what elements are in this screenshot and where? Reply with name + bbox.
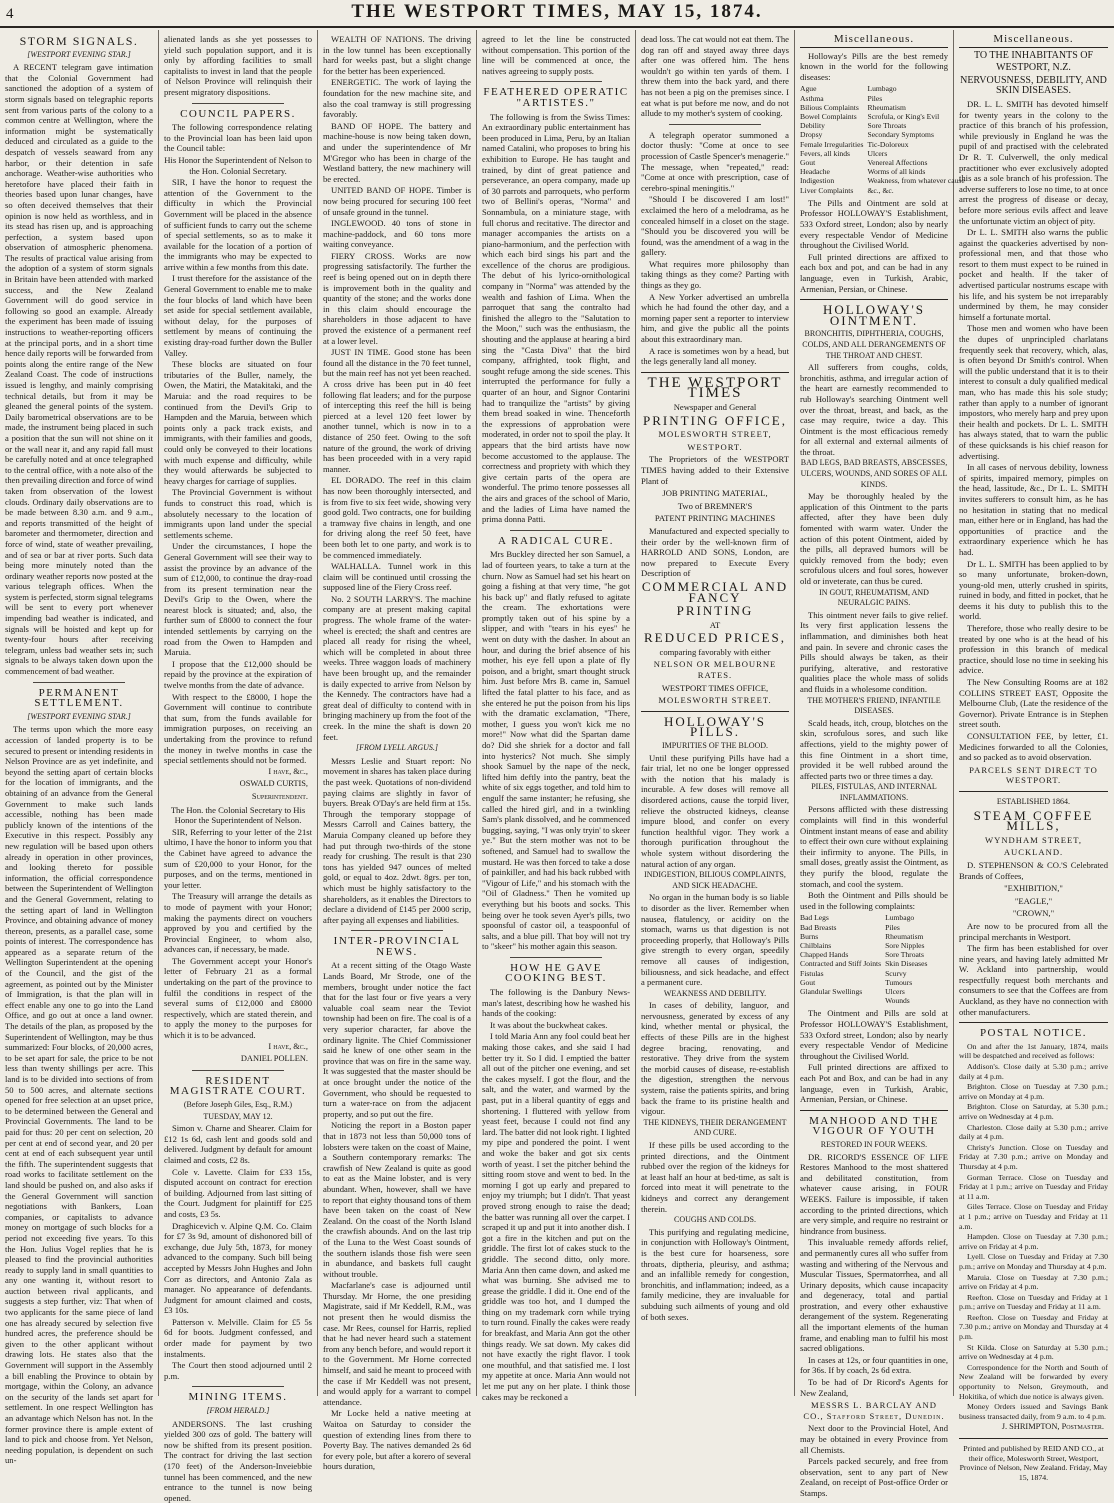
ad-line: PRINTING OFFICE, [643, 412, 787, 428]
ad-line: Newspaper and General [673, 402, 757, 412]
article-paragraph: Simon v. Charne and Shearer. Claim for £12 1s 6d, cash lent and goods sold and delivered. Judgment by default for amount claimed and costs, £2 8s. [164, 1123, 312, 1165]
article-paragraph: These blocks are situated on four tributaries of the Buller, namely, the Owen, the Matiri, the Matakitaki, and the Maruia: and the road requires to be continued from the Devil's Grip to Hampden and the Maruia, between which points only a pack track exists, and immigrants, with their families and goods, could only be conveyed to their locations with much expense and difficulty, while they would afterwards be subjected to heavy charges for carriage of supplies. [164, 359, 312, 486]
article-heading: RESIDENT MAGISTRATE COURT. [169, 1074, 307, 1098]
ad-line: JOB PRINTING MATERIAL, [662, 488, 768, 499]
ad-title: MANHOOD AND THE VIGOUR OF YOUTH [809, 1114, 939, 1138]
ailment-item: Tumours [885, 977, 913, 987]
article-paragraph: ENERGETIC. The work of laying the foundation for the new machine site, and also the coal tramway is still progressing favorably. [323, 77, 471, 120]
article-paragraph: SIR, Referring to your letter of the 21st ultimo, I have the honor to inform you that the Cabinet have agreed to advance the sum of £20,000 to your Honor, for the purposes, and on the terms, mentioned in your letter. [164, 826, 312, 890]
divider [641, 711, 789, 712]
article-heading: FEATHERED OPERATIC "ARTISTES." [483, 86, 629, 109]
signature: I have, &c., [268, 766, 308, 776]
divider [192, 1386, 284, 1387]
divider [800, 299, 948, 300]
ailment-item: Ague [800, 84, 817, 94]
ad-paragraph: Parcels packed securely, and free from observation, sent to any part of New Zealand, on receipt of Post-office Order or Stamps. [800, 1456, 948, 1498]
ailment-item: Piles [867, 93, 883, 103]
article-heading: MINING ITEMS. [188, 1391, 288, 1404]
ad-paragraph: Dr L. L. SMITH also warns the public against the quackeries advertised by non-professional men, and that those who resort to them must expect to be ruined in pocket and health. If the taker of advertised particular nostrums escape with his life, and his system be not irreparably undermined by them, he may consider himself a fortunate mortal. [959, 227, 1108, 322]
article-paragraph: The Provincial Government is without funds to construct this road, which is absolutely necessary to the location of immigrants upon land under the special settlements scheme. [164, 487, 312, 540]
ad-paragraph: Next door to the Provincial Hotel, And may be obtained in every Province from all Chemists. [800, 1423, 948, 1455]
divider [669, 124, 761, 125]
ailment-item: Contracted and Stiff Joints [800, 959, 882, 969]
ad-paragraph: Until these purifying Pills have had a fair trial, let no one be longer oppressed with the notion that his malady is incurable. A few doses will remove all disordered actions, cause the torpid liver, relieve the obstructed kidneys, cleanse impure blood, and confer on every function healthful vigor. They work a thorough purification throughout the whole system without disordering the natural action of any organ. [641, 752, 789, 869]
signature: I have, &c., [268, 1041, 308, 1051]
ad-line: comparing favorably with either [659, 646, 771, 657]
article-paragraph: The terms upon which the more easy accession of landed property is to be secured to present or intending residents in Nelson Province are as yet indefinite, and beyond the setting apart of certain blocks for the location of immigrants, and the obtaining of an advance from the General Government to make such lands accessible, nothing has been made publicly known of the intentions of the Executive in this respect. Possibly any new regulation will be based upon others already in operation in other provinces, and looking thereto for possible information, the official correspondence between the Superintendent of Wellington and the General Government, relating to the setting apart of land in Wellington Province, and obtaining advance of money thereon, presents, as a parallel case, some points of interest. The correspondence has appeared as a separate return of the Wellington Superintendent at the opening of the Council, and the gist of the agreement, as pointed out by the Minister of Immigration, is that the plan will in effect enable any one to go into the Land Office, and go out at once a land owner. The details of the plan, as proposed by the Superintendent of Wellington, may be thus summarized: Four blocks, of 20,000 acres, to be set apart for sale, the price to be not less than twenty shillings per acre. This land is to be divided into sections of from 50 to 500 acres, and alternate sections opened for free selection at an upset price, to be determined between the General and Provincial Governments. The land to be paid for thus: 20 per cent on selection, 20 per cent at end of second year, and 20 per cent at end of each subsequent year until the fifth. The superintendent suggests that road works to facilitate settlement on the land should be pushed on, and also asks if the General Government will sanction negotiations with Bankers, Loan companies, or capitalists to advance money on mortgage of such blocks for a period not exceeding five years. To this the Hon. Julius Vogel replies that he is pleased to find the provincial authorities ready to supply land in small quantities to any one wanting it, without resort to auction between rival applicants, and suggests a step further, viz: That when of two applicants for the same piece of land one has already secured by selection five hundred acres, the preference should be given to the other applicant without drawing lots. He states also that the Government will support in the Assembly a bill enabling the Province to obtain by mortgage, within the Colony, an advance on the security of the lands set apart for settlement. In one respect Wellington has an advantage which Nelson has not. In the former province there is ample extent of land to pick and choose from. Yet Nelson, needing population, is dependent on such un- [5, 724, 153, 1466]
article-date: TUESDAY, MAY 12. [203, 1111, 273, 1121]
ad-paragraph: The Ointment and Pills are sold at Professor HOLLOWAY'S Establishment, 533 Oxford street, London; also by nearly every respectable Vendor of Medicine throughout the Civilised World. [800, 1008, 948, 1061]
ad-paragraph: The firm has been established for over nine years, and having lately admitted Mr W. Ackland into partnership, would respectfully request both merchants and consumers to see that the Coffees are from Auckland, as they have no connection with other manufacturers. [959, 943, 1108, 1017]
article-heading: HOW HE GAVE COOKING BEST. [505, 961, 607, 985]
ad-paragraph: The New Consulting Rooms are at 182 COLLINS STREET EAST, Opposite the Melbourne Club, (Late the residence of the Governor). Private Entrance is in Stephen street south. [959, 677, 1108, 730]
article-paragraph: Macfarlane's case is adjourned until Thursday. Mr Horne, the one presiding Magistrate, said if Mr Keddell, R.M., was not present then he would dismiss the case. Mr Rees, counsel for Harris, replied that he had never heard such a statement from any bench before, and would report it to the Government. Mr Horne corrected himself, and said he meant to proceed with the case if Mr Keddell was not present, and would apply for a warrant to compel attendance. [323, 1280, 471, 1407]
article-paragraph: EL DORADO. The reef in this claim has now been thoroughly intersected, and is from five to six feet wide, showing very good gold. Two contracts, one for building a tramway five chains in length, and one for driving along the reef 50 feet, have been both let to one party, and work is to be commenced immediately. [323, 475, 471, 560]
ad-title: HOLLOWAY'S OINTMENT. [822, 302, 926, 328]
ad-subheading: RESTORED IN FOUR WEEKS. [820, 1139, 928, 1149]
article-paragraph: A race is sometimes won by a head, but the legs generally land all money. [641, 345, 789, 367]
ad-title: NERVOUSNESS, DEBILITY, AND SKIN DISEASES. [960, 74, 1107, 97]
column-7 [954, 30, 1113, 1482]
ad-line: "EXHIBITION," [1004, 883, 1063, 894]
article-paragraph: Patterson v. Melville. Claim for £5 5s 6d for boots. Judgment confessed, and order made for payment by two instalments. [164, 1316, 312, 1359]
article-paragraph: "Should I be discovered I am lost!" exclaimed the hero of a melodrama, as he concealed himself in a closet on the stage. "Should you be discovered you will be found, was the amendment of a wag in the gallery. [641, 194, 789, 258]
ad-paragraph: Christy's Junction. Close on Tuesday and Friday at 7.30 p.m.; arrive on Monday and Thursday at 4 p.m. [959, 1142, 1108, 1171]
ad-paragraph: No organ in the human body is so liable to disorder as the liver. Remember when nausea, flatulency, or acidity on the stomach, warns us that digestion is not proceeding properly, that Holloway's Pills give strength to every organ, speedily remove all causes of indigestion, biliousness, and sick headache, and effect a permanent cure. [641, 892, 789, 988]
ailment-list [800, 84, 965, 195]
ailment-item: Glandular Swellings [800, 987, 863, 997]
ad-line: Two of BREMNER'S [677, 500, 753, 511]
divider [33, 682, 125, 683]
ad-subheading: WEAKNESS AND DEBILITY. [663, 988, 767, 998]
ad-paragraph: This ointment never fails to give relief. Its very first application lessens the inflammation, and diminishes both heat and pain. In severe and chronic cases the Pills should always be taken, as their purifying, alterative, and restorative qualities place the whole mass of solids and fluids in a wholesome condition. [800, 609, 948, 694]
article-paragraph: The following is the Danbury News-man's latest, describing how he washed his hands of the cooking: [482, 987, 630, 1019]
ad-paragraph: Charleston. Close daily at 5.30 p.m.; arrive daily at 4 p.m. [959, 1122, 1108, 1142]
article-heading: A RADICAL CURE. [498, 534, 614, 547]
article-paragraph: BAND OF HOPE. The battery and machine-house is now being taken down, and under the superintendence of Mr M'Gregor who has been in charge of the Westland battery, the new machinery will be erected. [323, 120, 471, 184]
article-paragraph: alienated lands as she yet possesses to yield such population support, and it is only by affording facilities to small capitalists to invest in land that the people of Nelson Province will relinquish their present migratory dispositions. [164, 34, 312, 97]
ad-line: "CROWN," [1012, 908, 1055, 919]
article-paragraph: WALHALLA. Tunnel work in this claim will be continued until crossing the supposed line of the Fiery Cross reef. [323, 561, 471, 593]
article-paragraph: I trust therefore for the assistance of the General Government to enable me to make the four blocks of land which have been set aside for special settlement available, without delay, for the purposes of settlement by means of continuing the existing dray-road further down the Buller Valley. [164, 273, 312, 358]
divider [192, 1070, 284, 1071]
signature: J. SHRIMPTON, Postmaster. [1001, 1422, 1104, 1432]
ad-line: MESSRS L. BARCLAY AND CO., Stafford Street, Dunedin. [803, 1400, 945, 1421]
column-5 [636, 30, 795, 1396]
ad-line: COMMERCIAL AND FANCY [641, 578, 789, 605]
divider [959, 1438, 1108, 1439]
ad-subheading: BRONCHITIS, DIPHTHERIA, COUGHS, COLDS, AND ALL DERANGEMENTS OF THE THROAT AND CHEST. [802, 329, 946, 360]
article-paragraph: I told Maria Ann any fool could beat her making those cakes, and she said I had better try it. So I did. I emptied the batter all out of the pitcher one evening, and set the cakes myself. I got the flour, and the salt, and the water, and warmed by the past, put in a liberal quantity of eggs and shortening. I fluttered with yellow from yeast feet, because I could not find any lard. The batter did not look right. I lighted my pipe and pondered the point. I went and woke the baker and got six cents worth of yeast. I set the pitcher behind the sitting room stove and went to bed. In the morning I got up early and prepared to enjoy my triumph; but I didn't. That yeast proved strong enough to raise the dead; the batter was running all over the carpet. I scraped it up and put it into another dish. I got a fire in the kitchen and put on the griddle. The first lot of cakes stuck to the griddle. The second ditto, only more. Maria Ann then came down, and asked me what was burning. She advised me to grease the griddle. I did it. One end of the griddle was too hot, and I dumped the thing on my trademark corn while trying to turn round. Finally the cakes were ready for breakfast, and Maria Ann got the other things ready. We sat down. My cakes did not have exactly the right flavor. I took one mouthful, and that satisfied me. I lost my appetite at once. Maria Ann would not let me put any on her plate. I think those cakes may be reckoned a [482, 1031, 630, 1402]
ad-subheading: BAD LEGS, BAD BREASTS, ABSCESSES, ULCERS, WOUNDS, AND SORES OF ALL KINDS. [800, 458, 948, 489]
divider [351, 930, 443, 931]
ailment-item: Headache [800, 167, 830, 177]
article-heading: COUNCIL PAPERS. [180, 107, 296, 120]
divider [959, 1022, 1108, 1023]
ad-line: PARCELS SENT DIRECT TO WESTPORT. [969, 764, 1098, 786]
ad-paragraph: Manufactured and expected specially to their order by the well-known firm of HARROLD AND SONS, London, are now prepared to Execute Every Description of [641, 525, 789, 579]
article-heading: INTER-PROVINCIAL NEWS. [333, 935, 461, 958]
article-paragraph: A New Yorker advertised an umbrella which he had found the other day, and a morning paper sent a reporter to interview him, and give the public all the points about this extraordinary man. [641, 291, 789, 345]
ad-line: AUCKLAND. [1003, 847, 1064, 858]
article-heading: STORM SIGNALS. [19, 34, 139, 48]
ad-line: ESTABLISHED 1864. [996, 796, 1071, 806]
ad-line: REDUCED PRICES, [644, 630, 786, 646]
section-header: Miscellaneous. [800, 34, 948, 48]
article-paragraph: Mr Locke held a native meeting at Waitoa on Saturday to consider the question of extending lines from there to Poverty Bay. The natives demanded 2s 6d for every pole, but after a korero of several hours duration, [323, 1408, 471, 1472]
article-source: [WESTPORT EVENING STAR.] [27, 49, 131, 59]
ad-line: PATENT PRINTING MACHINES [654, 513, 776, 524]
ad-title: TO THE INHABITANTS OF [973, 49, 1094, 61]
article-source: [WESTPORT EVENING STAR.] [27, 711, 131, 721]
ad-paragraph: Addison's. Close daily at 5.30 p.m.; arrive daily at 4 p.m. [959, 1062, 1108, 1081]
ad-paragraph: Hampden. Close on Tuesday at 7.30 p.m.; arrive on Friday at 4 p.m. [959, 1232, 1108, 1251]
ailment-item: Liver Complaints [800, 185, 854, 195]
divider [641, 372, 789, 373]
column-2 [159, 30, 318, 1503]
ailment-item: Bad Legs [800, 913, 829, 923]
divider [959, 791, 1108, 792]
ailment-item: Chilblains [800, 941, 832, 951]
ad-paragraph: CONSULTATION FEE, by letter, £1. Medicines forwarded to all the Colonies, and so packed as to avoid observation. [959, 731, 1108, 763]
article-paragraph: Under the circumstances, I hope the General Government will see their way to assist the province by an advance of the sum of £12,000, to continue the dray-road from its present termination near the Devil's Grip to the Owen, where the nearest block is situated; and, also, the further sum of £8000 to connect the four intended settlements by carrying on the road from the Owen to Hampden and Maruia. [164, 541, 312, 658]
divider [510, 530, 602, 531]
ad-paragraph: This purifying and regulating medicine, in conjunction with Holloway's Ointment, is the best cure for hoarseness, sore throats, diptheria, pleurisy, and asthma; and an infallible remedy for congestion, bronchitis, and inflammation; indeed, as a family medicine, they are invaluable for subduing such ailments of young and old of both sexes. [641, 1226, 789, 1322]
ailment-item: Ulcers [885, 987, 905, 997]
ad-paragraph: Gorman Terrace. Close on Tuesday and Friday at 1 p.m.; arrive on Tuesday and Friday at 11 a.m. [959, 1172, 1108, 1201]
ad-line: WYNDHAM STREET, [985, 834, 1082, 845]
ailment-item: Rheumatism [867, 102, 906, 112]
ad-paragraph: Holloway's Pills are the best remedy known in the world for the following diseases: [800, 50, 948, 82]
ad-paragraph: D. STEPHENSON & CO.'S Celebrated Brands of Coffees, [959, 859, 1108, 881]
article-paragraph: Draghicevich v. Alpine Q.M. Co. Claim for £7 3s 9d, amount of dishonored bill of exchange, due July 5th, 1873, for money advanced to the company. Such bill being accepted by Messrs John Hughes and John Corr as directors, and Antonio Zala as manager. No appearance of defendants. Judgment for amount claimed and costs, £3 10s. [164, 1220, 312, 1316]
ad-line: WESTPORT. [687, 441, 743, 452]
article-paragraph: No. 2 SOUTH LARRY'S. The machine company are at present making capital progress. The whole frame of the water-wheel is erected; the shaft and centres are placed all ready for rising the wheel, which will be completed in about three weeks. Three waggon loads of machinery have been brought up, and the remainder is daily expected to arrive from Nelson by the Kennedy. The contractors have had a great deal of difficulty to contend with in bringing machinery up from the foot of the creek. In the mine the shaft is down 20 feet. [323, 593, 471, 742]
ad-title: HOLLOWAY'S PILLS. [663, 713, 767, 740]
ad-subheading: THE MOTHER'S FRIEND, INFANTILE DISEASES. [807, 695, 941, 716]
ad-paragraph: Lyell. Close on Tuesday and Friday at 7.30 p.m.; arrive on Monday and Thursday at 4 p.m. [959, 1252, 1108, 1271]
ailment-item: Lumbago [885, 913, 915, 923]
divider [510, 957, 602, 958]
ad-paragraph: Reefton. Close on Tuesday and Friday at 7.30 p.m.; arrive on Monday and Thursday at 4 p.m. [959, 1312, 1108, 1342]
ad-paragraph: The Pills and Ointment are sold at Professor HOLLOWAY'S Establishment, 533 Oxford street, London; also by nearly every respectable Vendor of Medicine throughout the Civilised World. [800, 197, 948, 251]
ad-subheading: INDIGESTION, BILIOUS COMPLAINTS, AND SICK HEADACHE. [644, 870, 786, 890]
ad-title: POSTAL NOTICE. [979, 1027, 1088, 1040]
ad-paragraph: Brighton. Close on Tuesday at 7.30 p.m.; arrive on Monday at 4 p.m. [959, 1082, 1108, 1101]
ailment-item: Dropsy [800, 130, 823, 140]
ad-line: MOLESWORTH STREET, [658, 429, 772, 440]
ailment-item: Sore Throats [885, 950, 924, 960]
ailment-item: Weakness, from whatever cause [867, 176, 965, 186]
imprint: Printed and published by REID AND CO., at their office, Molesworth Street, Westport, Province of Nelson, New Zealand. Friday, May 15, 1874. [959, 1444, 1108, 1482]
ailment-item: Bilious Complaints [800, 102, 859, 112]
ad-paragraph: All sufferers from coughs, colds, bronchitis, asthma, and irregular action of the heart are earnestly recommended to rub Holloway's searching Ointment well over the throat, breast, and back, as the case may require, twice a day. This Ointment is the most efficacious remedy for all external and external ailments of the throat. [800, 362, 948, 457]
article-paragraph: FIERY CROSS. Works are now progressing satisfactorily. The further the reef is being opened out on in depth there is improvement both in the quality and quantity of the stone; and the works done in this claim should encourage the shareholders in those adjacent to have proved the existence of a permanent reef at a lower level. [323, 250, 471, 346]
ailment-item: Piles [885, 922, 900, 932]
ad-paragraph: Persons afflicted with these distressing complaints will find in this wonderful Ointment instant means of ease and ability to effect their own cure without explaining their infirmity to anyone. The Pills, in small doses, greatly assist the Ointment, as they purify the blood, regulate the stomach, and cool the system. [800, 804, 948, 889]
article-subheading: (Before Joseph Giles, Esq., R.M.) [183, 1100, 293, 1109]
ad-paragraph: Therefore, those who really desire to be treated by one who is at the head of his profession in this branch of medical practice, should lose no time in seeking his advice. [959, 623, 1108, 676]
divider [800, 1110, 948, 1111]
ailment-item: Skin Diseases [885, 959, 928, 969]
article-paragraph: Mrs Buckley directed her son Samuel, a lad of fourteen years, to take a turn at the churn. Now as Samuel had set his heart on going a fishing at that very time, "he got his back up" and flatly refused to agitate the cream. The exhortations were promptly taken out of his spine by a slipper, and with "tears in his eyes" he went on duty with the dasher. In about an hour, and during the brief absence of his mother, his eye fell upon a plate of fly poison, and a bright, smart thought struck him. Just before Mrs B. came in, Samuel lifted the fatal platter to his face, and as she entered he put the poison from his lips with the dramatic exclamation, "There, mother, I guess you won't kick me no more!" Now what did the Spartan dame do? Did she shriek for a doctor and fall into hysterics? Not much. She simply shook Samuel by the nape of the neck, lifted him deftly into the pantry, beat the white of six eggs together, and told him to engulf the same instanter; he refusing, she called the hired girl, and in a twinkling Sam's plank dissolved, and he commenced bugging, saying, "I was only tryin' to skeer ye." But the stern mother was not to be softened, and Samuel had to swallow the mustard. He was then forced to take a dose of painkiller, and had his back rubbed with "Vigour of Life," and his stomach with the "Oil of Gladness." Then he vomited up everything but his boots and socks. This being over he took seven Ayer's pills, two spoonsful of castor oil, a teaspoonful of salts, and a blue pill. That boy will not try to "skeer" his mother again this season. [482, 549, 630, 952]
ad-paragraph: This invaluable remedy affords relief, and permanently cures all who suffer from wasting and withering of the Nervous and Muscular Tissues, Spermatorrhea, and all Urinary deposits, which cause incapacity and degeneracy, total and partial prostration, and every other exhaustive derangement of the system. Regenerating all the important elements of the human frame, and enabling man to fulfil his most sacred obligations. [800, 1237, 948, 1354]
signature: DANIEL POLLEN. [240, 1054, 308, 1064]
ailment-item: &c., &c. [867, 185, 894, 195]
ad-paragraph: On and after the 1st January, 1874, mails will be despatched and received as follows: [959, 1041, 1108, 1061]
ad-subheading: COUGHS AND COLDS. [673, 1215, 756, 1225]
ad-subheading: IMPURITIES OF THE BLOOD. [661, 741, 769, 751]
article-paragraph: INGLEWOOD. 40 tons of stone in machine-paddock, and 60 tons more waiting conveyance. [323, 218, 471, 250]
ailment-item: Scrofula, or King's Evil [867, 111, 940, 121]
article-paragraph: With respect to the £8000, I hope the Government will continue to contribute that sum, from the funds available for immigration purposes, on receiving an undertaking from the province to refund the money in twelve months in case the special settlements should not be formed. [164, 691, 312, 766]
ad-paragraph: Correspondence for the North and South of New Zealand will be forwarded by every opportunity to Nelson, Greymouth, and Hokitika, of which due notice is always given. [959, 1362, 1108, 1401]
signature: OSWALD CURTIS, [239, 779, 308, 789]
article-paragraph: It was about the buckwheat cakes. [490, 1019, 608, 1030]
ad-title: STEAM COFFEE MILLS, [973, 807, 1094, 834]
article-paragraph: Messrs Leslie and Stuart report: No movement in shares has taken place during the past week. Quotations of non-dividend paying claims are slightly in favor of buyers. Break O'Day's are held firm at 15s. Through the temporary stoppage of Messrs Carroll and Caines battery, the Maruia Company cleaned up before they had put through two-thirds of the stone ready for crushing. The result is that 230 tons has yielded 947 ounces of melted gold, or equal to 4oz. 2dwt. 8grs. per ton, which must be highly satisfactory to the shareholders, as it enables the Directors to declare a dividend of £145 per 2000 scrip, after paying all expenses and liabilities. [323, 755, 471, 925]
page-number: 4 [6, 6, 14, 22]
ad-paragraph: If these pills be used according to the printed directions, and the Ointment rubbed over the region of the kidneys for at least half an hour at bed-time, as salt is forced into meat it will penetrate to the kidneys and correct any derangement therein. [641, 1140, 789, 1214]
ailment-item: Wounds [885, 996, 910, 1006]
article-paragraph: dead loss. The cat would not eat them. The dog ran off and stayed away three days after one was offered him. The hens wouldn't go within ten yards of them. I threw them into the back yard, and there has not been a pig on the premises since. I eat what is put before me now, and do not allude to my mother's system of cooking. [641, 34, 789, 119]
divider [510, 81, 602, 82]
ad-paragraph: May be thoroughly healed by the application of this Ointment to the parts affected, after they have been duly fomented with warm water. Under the action of this potent Ointment, aided by the pills, all depraved humors will be quickly removed from the body; even scrofulous ulcers and foul sores, however old or inveterate, can thus be cured. [800, 491, 948, 586]
ad-paragraph: Scald heads, itch, croup, blotches on the skin, scrofulous sores, and such like affections, yield to the mighty power of this fine Ointment in a short time, provided it be well rubbed around the affected parts two or three times a day. [800, 717, 948, 781]
article-source: [FROM HERALD.] [206, 1406, 270, 1416]
ailment-item: Sore Throats [867, 121, 907, 131]
column-3 [318, 30, 477, 1472]
ad-paragraph: In all cases of nervous debility, lowness of spirits, impaired memory, pimples on the head, lassitude, &c., Dr L. L. SMITH invites sufferers to consult him, as he has no hesitation in stating that no medical man, either here or in England, has had the opportunities of practice and the extraordinary experience which he has had. [959, 462, 1108, 557]
ailment-item: Sore Nipples [885, 941, 925, 951]
ailment-item: Fistulas [800, 968, 824, 978]
article-paragraph: JUST IN TIME. Good stone has been found all the distance in the 70 feet tunnel, but the main reef has not yet been reached. A cross drive has been put in 40 feet following flat leaders; and for the purpose of intercepting this reef the hill is being pierced at a level 120 feet lower by another tunnel, which is now in to a distance of 250 feet. Owing to the soft nature of the ground, the work of driving has been proceeded with in a very rapid manner. [323, 347, 471, 474]
ad-paragraph: Giles Terrace. Close on Tuesday and Friday at 1 p.m.; arrive on Tuesday and Friday at 11 a.m. [959, 1202, 1108, 1231]
ailment-item: Ulcers [867, 148, 888, 158]
ailment-item: Scurvy [885, 968, 907, 978]
ailment-list [800, 913, 948, 1005]
ailment-item: Worms of all kinds [867, 167, 926, 177]
ad-line: NELSON OR MELBOURNE RATES. [653, 659, 777, 681]
ad-line: AT [709, 619, 721, 630]
article-paragraph: The following is from the Swiss Times: An extraordinary public entertainment has been produced in Lima, Peru, by an Italian named Catalini, who proposes to bring his exhibition to Europe. He has taught and trained, by dint of great patience and perseverance, an opera company, made up of 30 parrots and parroquets, who perform two of Bellini's operas, "Norma" and Sonnambula, on a miniature stage, with full chorus and recitative. The director and manager accompanies the artists on a piano-harmonium, and the perfection with which each bird sings his part and the excellence of the chorus are prodigious. The debut of his lyrico-ornithological company in "Norma" was attended by the wealth and fashion of Lima. When the parroquet that sang the contralto had finished the allegro to the "Salutation to the Moon," such was the enthusiasm, the shouting and the applause at hearing a bird sing the "Casta Diva" that the bird company, affrighted, took flight, and sought refuge among the side scenes. This interrupted the performance for fully a quarter of an hour, and Signor Contarini had to tranquilize the "artists" by giving them bread soaked in wine. Thenceforth the expressions of approbation were moderated, in order not to spoil the play. It appears that the bird artists have now become accustomed to the applause. The correctness and propriety with which they give certain parts of the opera are wonderful. The primo tenore possesses all the airs and graces of the school of Mario, and the ladies of Lima have named the prima donna Patti. [482, 111, 630, 525]
ailment-item: Gout [800, 977, 816, 987]
signature: Superintendent. [251, 791, 308, 801]
ad-paragraph: Those men and women who have been the dupes of unprincipled charlatans frequently seek that recovery, which, alas, is often beyond Dr Smith's control. When will the public understand that it is to their interest to consult a duly qualified medical man, who has made this his sole study; rather than apply to a number of ignorant impostors, who merely harp and prey upon their health and pockets. Dr L. L. SMITH has always stated, that to warn the public of these quicksands is his chief reason for advertising. [959, 323, 1108, 461]
ailment-item: Rheumatism [885, 931, 924, 941]
article-paragraph: The following correspondence relating to the Provincial loan has been laid upon the Council table: [164, 122, 312, 154]
article-paragraph: Noticing the report in a Boston paper that in 1873 not less than 50,000 tons of lobsters were taken on the coast of Maine, a Southern contemporary remarks: The crawfish of New Zealand is quite as good to eat as the Maine lobster, and is very abundant. When, however, shall we have to report that eighty thousand tons of them have been taken on the coast of New Zealand. On the coast of the North Island the crawfish abounds. And on the last trip of the Luna to the West Coast sounds of the southern islands those fish were seen in abundance, and baskets full caught without trouble. [323, 1120, 471, 1279]
ad-paragraph: Brighton. Close on Saturday, at 5.30 p.m.; arrive on Wednesday at 4 p.m. [959, 1102, 1108, 1121]
article-paragraph: The Hon. the Colonial Secretary to His Honor the Superintendent of Nelson. [170, 804, 306, 826]
ailment-item: Tic-Doloreux [867, 139, 909, 149]
ad-line: "EAGLE," [1014, 895, 1053, 906]
article-source: [FROM LYELL ARGUS.] [355, 743, 438, 753]
ad-paragraph: Full printed directions are affixed to each box and pot, and can be had in any language, even in Turkish, Arabic, Armenian, Persian, or Chinese. [800, 251, 948, 294]
ad-title: THE WESTPORT TIMES [647, 374, 783, 402]
ailment-item: Gout [800, 158, 816, 167]
article-paragraph: ANDERSONS. The last crushing yielded 300 ozs of gold. The battery will now be shifted from its present position. The contract for driving the last section (170 feet) of the Anderson-Inveiebbie tunnel has been commenced, and the new entrance to the tunnel is now being opened. [164, 1418, 312, 1503]
ad-paragraph: To be had of Dr Ricord's Agents for New Zealand, [800, 1377, 948, 1398]
ad-line: WESTPORT TIMES OFFICE, [661, 682, 769, 693]
ailment-item: Burns [800, 931, 819, 941]
article-paragraph: His Honor the Superintendent of Nelson to the Hon. Colonial Secretary. [164, 154, 312, 176]
article-paragraph: WEALTH OF NATIONS. The driving in the low tunnel has been exceptionally hard for weeks past, but a slight change for the better has been experienced. [323, 34, 471, 76]
column-4 [477, 30, 636, 1402]
ailment-item: Bowel Complaints [800, 111, 857, 121]
ad-paragraph: DR. RICORD'S ESSENCE OF LIFE Restores Manhood to the most shattered and debilitated constitution, from whatever cause arising, in FOUR WEEKS. Failure is impossible, if taken according to the printed directions, which are very simple, and require no restraint or hindrance from business. [800, 1151, 948, 1236]
ad-paragraph: Full printed directions are affixed to each Pot and Box, and can be had in any language, even in Turkish, Arabic, Armenian, Persian, or Chinese. [800, 1062, 948, 1105]
article-paragraph: The Court then stood adjourned until 2 p.m. [164, 1360, 312, 1381]
article-paragraph: A telegraph operator summoned a doctor thusly: "Come at once to see procession of Castle Spencer's menagerie." The message, when "repeated," read: "Come at once with prescription, case of cerebro-spinal meningitis." [641, 129, 789, 193]
ailment-item: Venereal Affections [867, 158, 928, 167]
article-paragraph: SIR, I have the honor to request the attention of the Government to the difficulty in which the Provincial Government will be placed in the absence of sufficient funds to carry out the scheme of special settlements, so as to make it available for the location of a portion of the immigrants who may be expected to arrive within a few months from this date. [164, 177, 312, 272]
ad-paragraph: Both the Ointment and Pills should be used in the following complaints: [800, 890, 948, 911]
ailment-item: Debility [800, 121, 825, 131]
ailment-item: Asthma [800, 93, 824, 103]
ailment-item: Indigestion [800, 176, 835, 186]
article-paragraph: At a recent sitting of the Otago Waste Lands Board, Mr Strode, one of the members, brought under notice the fact that for the last four or five years a very valuable coal seam near the Teviot township had been on fire. The coal is of a very superior character, far above the ordinary lignite. The Chief Commissioner said he knew of one other seam in the province that was on fire in the same way. It was suggested that the master should be at once brought under the notice of the Government, who should be requested to turn a water-race on from the adjacent property, and so put out the fire. [323, 960, 471, 1119]
article-paragraph: Cole v. Lavette. Claim for £33 15s, disputed account on contract for erection of building. Adjourned from last sitting of the Court. Judgment for plaintiff for £25 and costs, £3 5s. [164, 1166, 312, 1219]
column-6 [795, 30, 965, 1498]
ailment-item: Chapped Hands [800, 950, 849, 960]
ad-paragraph: The Proprietors of the WESTPORT TIMES having added to their Extensive Plant of [641, 454, 789, 486]
section-header: Miscellaneous. [959, 34, 1108, 48]
ailment-item: Lumbago [867, 84, 897, 94]
ad-paragraph: St Kilda. Close on Saturday at 5.30 p.m.; arrive on Wednesday at 4 p.m. [959, 1342, 1108, 1362]
masthead [0, 0, 1114, 28]
ailment-item: Fevers, all kinds [800, 148, 850, 158]
ad-line: MOLESWORTH STREET. [658, 695, 772, 706]
article-paragraph: The Treasury will arrange the details as to mode of payment with your Honor; making the payments direct on vouchers approved by you and certified by the Provincial Engineer, to whom also, advances can, if necessary, be made. [164, 891, 312, 955]
columns [0, 30, 1114, 1503]
article-paragraph: agreed to let the line be constructed without compensation. This portion of the line will be commenced at once, the natives agreeing to supply posts. [482, 34, 630, 76]
ad-paragraph: Reefton. Close on Tuesday and Friday at 1 p.m.; arrive on Tuesday and Friday at 11 a.m. [959, 1292, 1108, 1312]
article-paragraph: What requires more philosophy than taking things as they come? Parting with things as they go. [641, 258, 789, 291]
ailment-item: Bad Breasts [800, 922, 837, 932]
article-paragraph: The Government accept your Honor's letter of February 21 as a formal undertaking on the part of the province to fulfil the conditions in respect of the several sums of £12,000 and £8000 respectively, which are stated therein, and to apply the money to the purposes for which it is to be advanced. [164, 955, 312, 1041]
article-paragraph: A RECENT telegram gave intimation that the Colonial Government had sanctioned the adoption of a system of storm signals based on telegraphic reports sent from various parts of the colony to a common centre at Wellington, where the information might be systematically deduced and circulated as a guide to the despatch of vessels seaward from any harbor, or their detention in safe anchorage. Weather-wise authorities who heretofore have placed their faith in theories based upon lunar changes, have so often deceived themselves that their opinion is now held as worthless, and in its stead has risen up, and is approaching perfection, a system based upon observation of atmospheric phenomena. The results of practical value arising from the adoption of a system of storm signals in Britain have been attended with marked success, and the New Zealand Government will do good service in following so good an example. Already the experiment has been made of issuing instructions to weather-reporting officers at the principal ports, and in a short time hence daily reports will be forwarded from points along the entire range of the New Zealand Coast. The code of instructions issued is lengthy, and mainly comprising technical details, but from it may be gleaned the general points of the system. Daily barometrical observations are to be made, the instrument being placed in such a position that the sun will not shine on it or the wall near it, and any rapid fall must be carefully noted and at once telegraphed to the central office, with a note also of the then prevailing direction and force of wind taken from observation of the lowest clouds. Ordinary daily observations are to be made between 8.30 a.m. and 9 a.m., and reports transmitted of the height of barometer and thermometer, direction and force of wind, state of weather prevailing, and of sea or bar at river ports. Such data being more minutely noted than the ordinary weather reports now posted at the various telegraph offices. When the system is perfected, storm signal telegrams will be sent to every port whenever impending bad weather is indicated, and signals will be hoisted and kept up for twenty-four hours after receiving telegram, unless bad weather sets in; such signals to be always taken down upon the commencement of bad weather. [5, 62, 153, 677]
article-paragraph: UNITED BAND OF HOPE. Timber is now being procured for securing 100 feet of unsafe ground in the tunnel. [323, 185, 471, 217]
ad-subheading: THE KIDNEYS, THEIR DERANGEMENT AND CURE. [643, 1117, 787, 1138]
ad-paragraph: In cases of debility, languor, and nervousness, generated by excess of any kind, whether mental or physical, the effects of these Pills are in the highest degree bracing, renovating, and restorative. They drive from the system the morbid causes of disease, re-establish the digestion, strengthen the nervous system, raise the patients spirits, and bring back the frame to its pristine health and vigour. [641, 1000, 789, 1117]
ailment-item [800, 996, 881, 1005]
divider [192, 103, 284, 104]
ad-subheading: IN GOUT, RHEUMATISM, AND NEURALGIC PAINS. [819, 587, 929, 608]
article-paragraph: I propose that the £12,000 should be repaid by the province at the expiration of twelve months from the date of advance. [164, 658, 312, 691]
ad-title: WESTPORT, N.Z. [996, 62, 1071, 74]
ad-paragraph: Dr L. L. SMITH has been applied to by so many unfortunate, broken-down, young-old men, utterly crushed in spirits, ruined in body, and fitted in pocket, that he deems it his duty to publish this to the world. [959, 558, 1108, 622]
ad-paragraph: DR. L. L. SMITH has devoted himself for twenty years in the colony to the practice of this branch of his profession, while previously in England he was the pupil of and practised with the celebrated Dr R. T. Culverwell, the only medical practitioner who ever exclusively adopted this as a sole branch of his profession. The adverse sufferers to lose no time, to at once arrest the progress of disease or decay, before more serious evils affect and leave the unfortunate victim an object of pity. [959, 98, 1108, 226]
ad-subheading: PILES, FISTULAS, AND INTERNAL INFLAMMATIONS. [811, 782, 937, 802]
ad-paragraph: Maruia. Close on Tuesday at 7.30 p.m.; arrive on Friday at 4 p.m. [959, 1272, 1108, 1292]
article-heading: PERMANENT SETTLEMENT. [34, 686, 124, 710]
ad-line: PRINTING [676, 603, 754, 619]
ad-paragraph: In cases at 12s, or four quantities in one, for 36s. If by coach, 2s 6d extra. [800, 1354, 948, 1376]
column-1 [0, 30, 159, 1466]
ad-paragraph: Money Orders issued and Savings Bank business transacted daily, from 9 a.m. to 4 p.m. [959, 1402, 1108, 1421]
ad-paragraph: Are now to be procured from all the principal merchants in Westport. [959, 920, 1108, 942]
ailment-item: Secondary Symptoms [867, 130, 934, 140]
ailment-item: Female Irregularities [800, 139, 864, 149]
newspaper-title: THE WESTPORT TIMES, MAY 15, 1874. [351, 1, 763, 22]
